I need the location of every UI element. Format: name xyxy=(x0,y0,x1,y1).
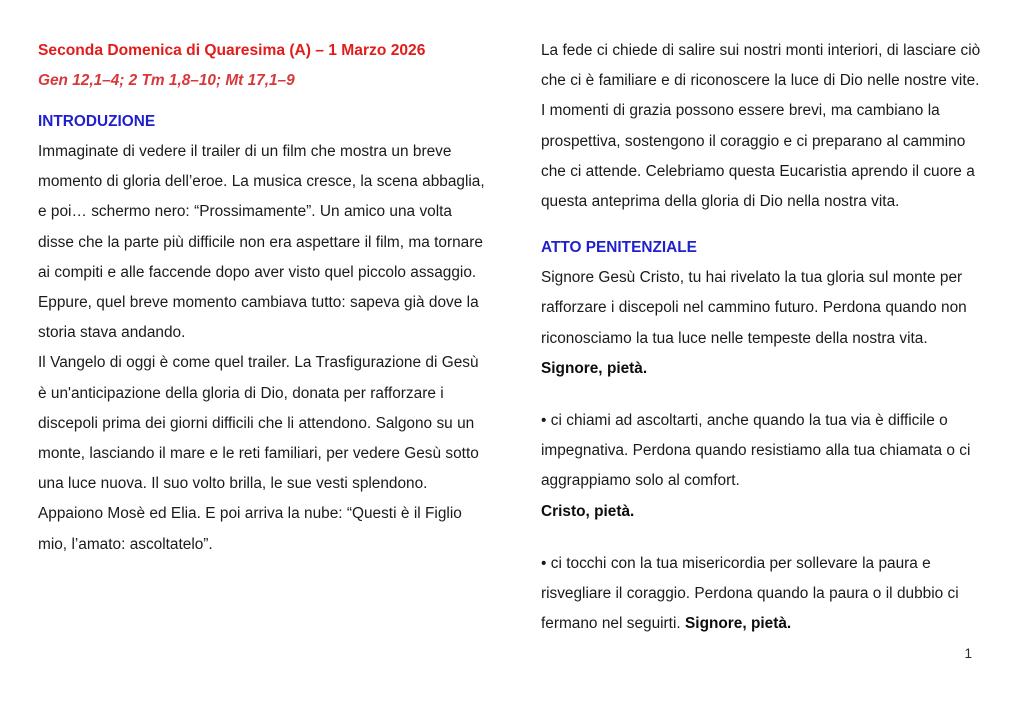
paragraph-opening-prayer xyxy=(541,263,988,384)
scripture-readings: Gen 12,1–4; 2 Tm 1,8–10; Mt 17,1–9 xyxy=(38,72,295,89)
paragraph-introduzione-2: Il Vangelo di oggi è come quel trailer. La Trasfigurazione di Gesù è un'anticipazione della gloria di Dio, donata per rafforzare i discepoli prima dei giorni difficili che li attendono. Salgono su un monte, lasciando il mare e le reti familiari, per vedere Gesù sotto una luce nuova. Il suo volto brilla, le sue vesti splendono. Appaiono Mosè ed Elia. E poi arriva la nube: “Questi è il Figlio mio, l’amato: ascoltatelo”. xyxy=(38,354,479,553)
spacer xyxy=(38,96,485,107)
paragraph-introduzione-1: Immaginate di vedere il trailer di un film che mostra un breve momento di gloria dell’eroe. La musica cresce, la scena abbaglia, e poi… schermo nero: “Prossimamente”. Un amico una volta disse che la parte più difficile non era aspettare il film, ma tornare ai compiti e alle faccende dopo aver visto quel piccolo assaggio. Eppure, quel breve momento cambiava tutto: sapeva già dove la storia stava andando. xyxy=(38,143,485,342)
heading-introduzione: INTRODUZIONE xyxy=(38,113,156,130)
opening-prayer-text: Signore Gesù Cristo, tu hai rivelato la tua gloria sul monte per rafforzare i discepoli nel cammino futuro. Perdona quando non riconosciamo la tua luce nelle tempeste della nostra vita. xyxy=(541,269,967,347)
invocation-response-2: Signore, pietà. xyxy=(685,615,792,633)
invocation-item-2 xyxy=(541,549,988,640)
page-number: 1 xyxy=(964,646,972,661)
opening-prayer-response: Signore, pietà. xyxy=(541,359,648,377)
invocation-item-1 xyxy=(541,406,988,527)
left-column xyxy=(38,36,485,639)
invocation-body-2: ci tocchi con la tua misericordia per sollevare la paura e risvegliare il coraggio. Perdona quando la paura o il dubbio ci fermano nel seguirti. xyxy=(541,554,959,633)
two-column-layout xyxy=(38,36,988,639)
heading-atto-penitenziale: ATTO PENITENZIALE xyxy=(541,239,697,257)
invocation-body-1: ci chiami ad ascoltarti, anche quando la tua via è difficile o impegnativa. Perdona quando resistiamo alla tua chiamata o ci aggrappiamo solo al comfort. xyxy=(541,412,971,490)
invocation-response-1: Cristo, pietà. xyxy=(541,502,635,520)
right-column xyxy=(541,36,988,639)
bullet-glyph: • xyxy=(541,554,547,572)
spacer xyxy=(541,217,988,233)
spacer xyxy=(541,384,988,406)
bullet-glyph: • xyxy=(541,412,547,430)
document-title: Seconda Domenica di Quaresima (A) – 1 Marzo 2026 xyxy=(38,42,426,59)
paragraph-introduzione-3: La fede ci chiede di salire sui nostri monti interiori, di lasciare ciò che ci è familiare e di riconoscere la luce di Dio nelle nostre vite. I momenti di grazia possono essere brevi, ma cambiano la prospettiva, sostengono il coraggio e ci preparano al cammino che ci attende. Celebriamo questa Eucaristia aprendo il cuore a questa anteprima della gloria di Dio nella nostra vita. xyxy=(541,42,981,211)
spacer xyxy=(541,527,988,549)
